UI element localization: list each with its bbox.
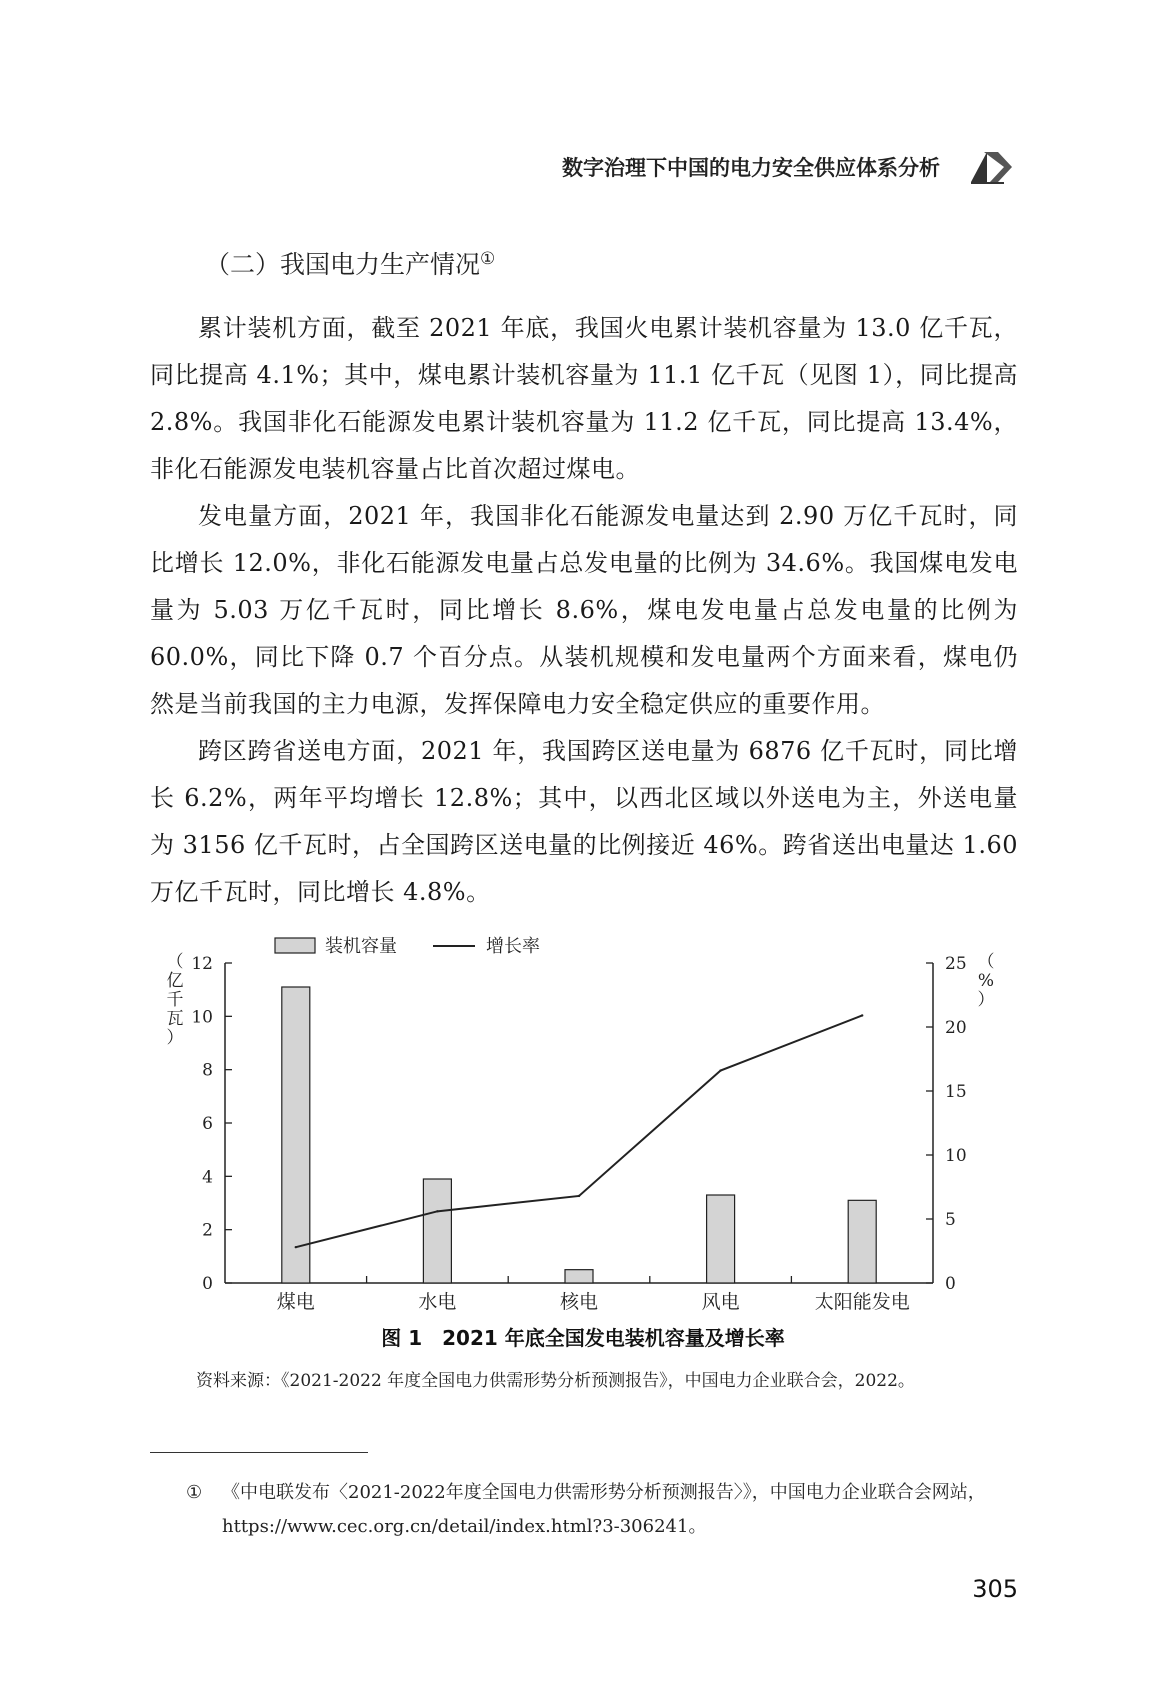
capacity-growth-chart [150, 925, 1010, 1317]
growth-rate-point [861, 1014, 863, 1016]
y-axis-label-right: （%） [977, 952, 995, 1010]
paragraph-generation: 发电量方面，2021 年，我国非化石能源发电量达到 2.90 万亿千瓦时，同比增长 12.0%，非化石能源发电量占总发电量的比例为 34.6%。我国煤电发电量为 5.03 万亿千瓦时，同比增长 8.6%，煤电发电量占总发电量的比例为 60.0%，同比下降 0.7 个百分点。从装机规模和发电量两个方面来看，煤电仍然是当前我国的主力电源，发挥保障电力安全稳定供应的重要作用。 [150, 502, 1018, 718]
growth-rate-point [719, 1069, 721, 1071]
x-tick-label: 风电 [701, 1291, 740, 1313]
y-tick-label-right: 10 [945, 1146, 967, 1166]
running-header: 数字治理下中国的电力安全供应体系分析 [562, 156, 940, 180]
y-tick-label-left: 10 [191, 1007, 213, 1028]
y-tick-label-left: 12 [191, 954, 213, 974]
y-tick-label-right: 15 [945, 1082, 967, 1102]
footnote-text: 《中电联发布〈2021-2022年度全国电力供需形势分析预测报告〉》，中国电力企业联合会网站，https://www.cec.org.cn/detail/index.html?3-306241。 [222, 1482, 986, 1537]
footnote [186, 1476, 1018, 1544]
figure-caption: 图 1 2021 年底全国发电装机容量及增长率 [381, 1326, 785, 1350]
y-tick-label-left: 0 [202, 1274, 213, 1294]
growth-rate-point [578, 1195, 580, 1197]
x-tick-label: 水电 [418, 1291, 457, 1313]
y-tick-label-left: 8 [202, 1060, 213, 1081]
paragraph-transmission: 跨区跨省送电方面，2021 年，我国跨区送电量为 6876 亿千瓦时，同比增长 6.2%，两年平均增长 12.8%；其中，以西北区域以外送电为主，外送电量为 3156 亿千瓦时，占全国跨区送电量的比例接近 46%。跨省送出电量达 1.60 万亿千瓦时，同比增长 4.8%。 [150, 737, 1018, 906]
legend-bar-label: 装机容量 [325, 936, 397, 957]
bar-煤电 [282, 987, 310, 1283]
y-tick-label-left: 4 [202, 1167, 213, 1188]
footnote-mark: ① [186, 1482, 203, 1503]
y-tick-label-left: 2 [202, 1220, 213, 1241]
growth-rate-point [295, 1246, 297, 1248]
growth-rate-line [296, 1015, 862, 1247]
y-tick-label-left: 6 [202, 1114, 213, 1134]
growth-rate-point [436, 1210, 438, 1212]
body-text [150, 305, 1018, 916]
chapter-arrow-icon [968, 146, 1020, 188]
y-tick-label-right: 25 [945, 954, 967, 974]
page-number: 305 [972, 1575, 1018, 1603]
footnote-ref[interactable]: ① [480, 249, 496, 269]
figure-source: 资料来源：《2021-2022 年度全国电力供需形势分析预测报告》，中国电力企业联合会，2022。 [196, 1371, 915, 1391]
x-tick-label: 煤电 [276, 1291, 315, 1313]
figure-1 [150, 925, 1010, 1321]
legend-bar-swatch [275, 938, 315, 953]
legend-line-label: 增长率 [486, 936, 540, 957]
y-tick-label-right: 20 [945, 1018, 967, 1038]
x-tick-label: 核电 [559, 1291, 599, 1313]
y-axis-label-left: （亿千瓦） [166, 952, 184, 1048]
bar-太阳能发电 [848, 1200, 876, 1283]
bar-水电 [423, 1179, 451, 1283]
y-tick-label-right: 0 [945, 1274, 956, 1294]
bar-核电 [565, 1270, 593, 1283]
section-title: （二）我国电力生产情况① [205, 249, 496, 279]
bar-风电 [707, 1195, 735, 1283]
footnote-divider [150, 1452, 368, 1453]
paragraph-installed-capacity: 累计装机方面，截至 2021 年底，我国火电累计装机容量为 13.0 亿千瓦，同比提高 4.1%；其中，煤电累计装机容量为 11.1 亿千瓦（见图 1），同比提高 2.8%。我国非化石能源发电累计装机容量为 11.2 亿千瓦，同比提高 13.4%，非化石能源发电装机容量占比首次超过煤电。 [150, 314, 1018, 483]
y-tick-label-right: 5 [945, 1210, 956, 1230]
x-tick-label: 太阳能发电 [814, 1291, 910, 1313]
